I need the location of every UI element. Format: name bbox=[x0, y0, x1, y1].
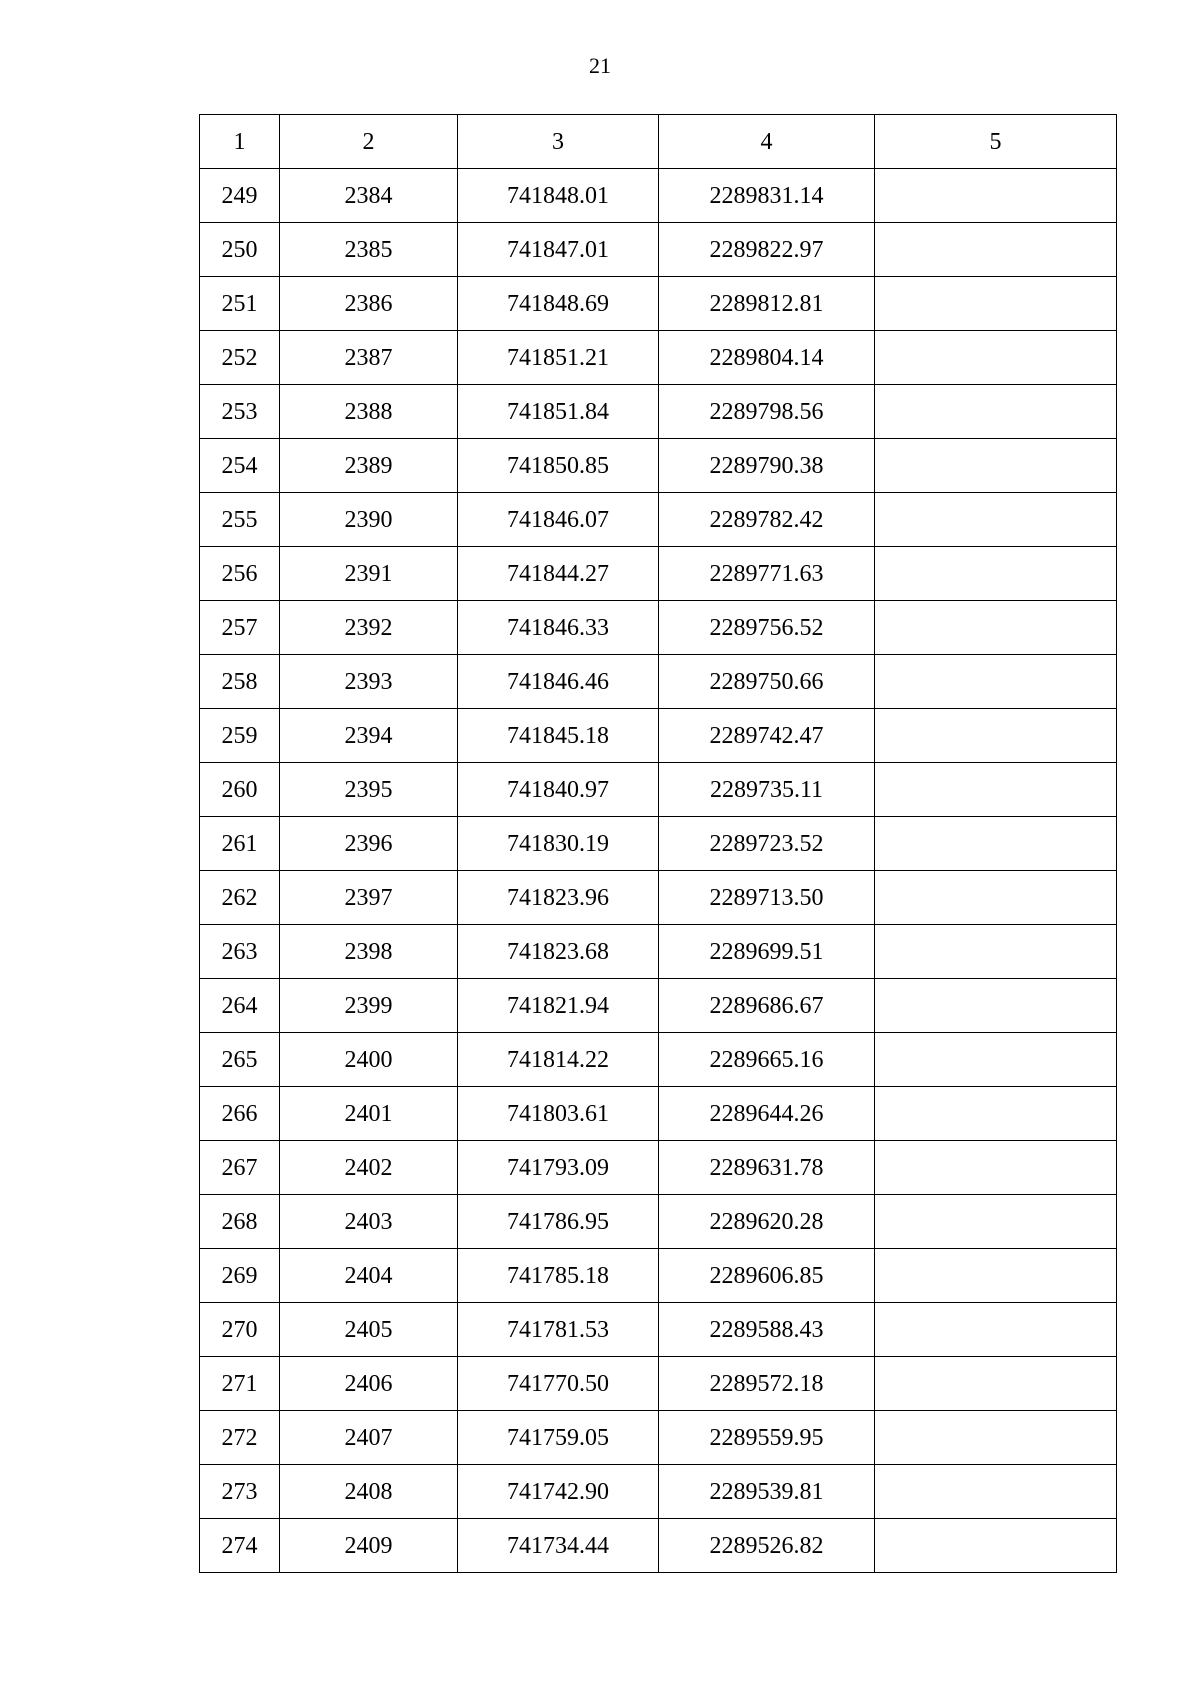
point-id-cell: 2384 bbox=[280, 169, 458, 223]
y-coordinate-cell: 2289588.43 bbox=[659, 1303, 875, 1357]
point-id-cell: 2389 bbox=[280, 439, 458, 493]
note-cell bbox=[875, 709, 1117, 763]
header-row bbox=[200, 115, 1117, 169]
x-coordinate-cell: 741848.69 bbox=[458, 277, 659, 331]
table-row bbox=[200, 709, 1117, 763]
x-coordinate-cell: 741786.95 bbox=[458, 1195, 659, 1249]
row-number-cell: 261 bbox=[200, 817, 280, 871]
y-coordinate-cell: 2289798.56 bbox=[659, 385, 875, 439]
column-header-1: 1 bbox=[200, 115, 280, 169]
y-coordinate-cell: 2289665.16 bbox=[659, 1033, 875, 1087]
x-coordinate-cell: 741793.09 bbox=[458, 1141, 659, 1195]
row-number-cell: 259 bbox=[200, 709, 280, 763]
row-number-cell: 271 bbox=[200, 1357, 280, 1411]
row-number-cell: 249 bbox=[200, 169, 280, 223]
y-coordinate-cell: 2289804.14 bbox=[659, 331, 875, 385]
y-coordinate-cell: 2289631.78 bbox=[659, 1141, 875, 1195]
table-row bbox=[200, 385, 1117, 439]
x-coordinate-cell: 741847.01 bbox=[458, 223, 659, 277]
y-coordinate-cell: 2289699.51 bbox=[659, 925, 875, 979]
table-row bbox=[200, 1303, 1117, 1357]
table-row bbox=[200, 439, 1117, 493]
y-coordinate-cell: 2289539.81 bbox=[659, 1465, 875, 1519]
table-row bbox=[200, 331, 1117, 385]
row-number-cell: 260 bbox=[200, 763, 280, 817]
x-coordinate-cell: 741845.18 bbox=[458, 709, 659, 763]
x-coordinate-cell: 741781.53 bbox=[458, 1303, 659, 1357]
note-cell bbox=[875, 1141, 1117, 1195]
point-id-cell: 2387 bbox=[280, 331, 458, 385]
row-number-cell: 267 bbox=[200, 1141, 280, 1195]
y-coordinate-cell: 2289742.47 bbox=[659, 709, 875, 763]
table-row bbox=[200, 547, 1117, 601]
x-coordinate-cell: 741851.84 bbox=[458, 385, 659, 439]
x-coordinate-cell: 741770.50 bbox=[458, 1357, 659, 1411]
y-coordinate-cell: 2289620.28 bbox=[659, 1195, 875, 1249]
x-coordinate-cell: 741814.22 bbox=[458, 1033, 659, 1087]
point-id-cell: 2388 bbox=[280, 385, 458, 439]
note-cell bbox=[875, 1465, 1117, 1519]
table-row bbox=[200, 223, 1117, 277]
column-header-5: 5 bbox=[875, 115, 1117, 169]
y-coordinate-cell: 2289723.52 bbox=[659, 817, 875, 871]
note-cell bbox=[875, 169, 1117, 223]
x-coordinate-cell: 741840.97 bbox=[458, 763, 659, 817]
note-cell bbox=[875, 223, 1117, 277]
note-cell bbox=[875, 1303, 1117, 1357]
point-id-cell: 2400 bbox=[280, 1033, 458, 1087]
table-row bbox=[200, 1195, 1117, 1249]
row-number-cell: 264 bbox=[200, 979, 280, 1033]
note-cell bbox=[875, 331, 1117, 385]
table-row bbox=[200, 1087, 1117, 1141]
x-coordinate-cell: 741759.05 bbox=[458, 1411, 659, 1465]
note-cell bbox=[875, 547, 1117, 601]
row-number-cell: 273 bbox=[200, 1465, 280, 1519]
note-cell bbox=[875, 655, 1117, 709]
point-id-cell: 2403 bbox=[280, 1195, 458, 1249]
point-id-cell: 2390 bbox=[280, 493, 458, 547]
row-number-cell: 256 bbox=[200, 547, 280, 601]
x-coordinate-cell: 741844.27 bbox=[458, 547, 659, 601]
table-row bbox=[200, 277, 1117, 331]
x-coordinate-cell: 741848.01 bbox=[458, 169, 659, 223]
point-id-cell: 2391 bbox=[280, 547, 458, 601]
row-number-cell: 270 bbox=[200, 1303, 280, 1357]
y-coordinate-cell: 2289644.26 bbox=[659, 1087, 875, 1141]
y-coordinate-cell: 2289782.42 bbox=[659, 493, 875, 547]
row-number-cell: 268 bbox=[200, 1195, 280, 1249]
x-coordinate-cell: 741734.44 bbox=[458, 1519, 659, 1573]
point-id-cell: 2399 bbox=[280, 979, 458, 1033]
x-coordinate-cell: 741742.90 bbox=[458, 1465, 659, 1519]
note-cell bbox=[875, 1033, 1117, 1087]
point-id-cell: 2396 bbox=[280, 817, 458, 871]
point-id-cell: 2409 bbox=[280, 1519, 458, 1573]
y-coordinate-cell: 2289790.38 bbox=[659, 439, 875, 493]
point-id-cell: 2404 bbox=[280, 1249, 458, 1303]
note-cell bbox=[875, 871, 1117, 925]
row-number-cell: 250 bbox=[200, 223, 280, 277]
row-number-cell: 265 bbox=[200, 1033, 280, 1087]
x-coordinate-cell: 741803.61 bbox=[458, 1087, 659, 1141]
table-row bbox=[200, 1249, 1117, 1303]
table-row bbox=[200, 1033, 1117, 1087]
table-row bbox=[200, 763, 1117, 817]
row-number-cell: 258 bbox=[200, 655, 280, 709]
row-number-cell: 266 bbox=[200, 1087, 280, 1141]
y-coordinate-cell: 2289735.11 bbox=[659, 763, 875, 817]
point-id-cell: 2385 bbox=[280, 223, 458, 277]
note-cell bbox=[875, 1087, 1117, 1141]
note-cell bbox=[875, 1357, 1117, 1411]
row-number-cell: 269 bbox=[200, 1249, 280, 1303]
table-row bbox=[200, 925, 1117, 979]
x-coordinate-cell: 741846.46 bbox=[458, 655, 659, 709]
x-coordinate-cell: 741821.94 bbox=[458, 979, 659, 1033]
point-id-cell: 2401 bbox=[280, 1087, 458, 1141]
x-coordinate-cell: 741846.33 bbox=[458, 601, 659, 655]
x-coordinate-cell: 741850.85 bbox=[458, 439, 659, 493]
x-coordinate-cell: 741830.19 bbox=[458, 817, 659, 871]
y-coordinate-cell: 2289526.82 bbox=[659, 1519, 875, 1573]
table-row bbox=[200, 1411, 1117, 1465]
table-row bbox=[200, 979, 1117, 1033]
table-body bbox=[200, 169, 1117, 1573]
note-cell bbox=[875, 439, 1117, 493]
point-id-cell: 2408 bbox=[280, 1465, 458, 1519]
note-cell bbox=[875, 277, 1117, 331]
row-number-cell: 263 bbox=[200, 925, 280, 979]
row-number-cell: 262 bbox=[200, 871, 280, 925]
note-cell bbox=[875, 979, 1117, 1033]
x-coordinate-cell: 741846.07 bbox=[458, 493, 659, 547]
y-coordinate-cell: 2289606.85 bbox=[659, 1249, 875, 1303]
table-row bbox=[200, 871, 1117, 925]
note-cell bbox=[875, 1249, 1117, 1303]
row-number-cell: 253 bbox=[200, 385, 280, 439]
column-header-2: 2 bbox=[280, 115, 458, 169]
row-number-cell: 252 bbox=[200, 331, 280, 385]
point-id-cell: 2394 bbox=[280, 709, 458, 763]
note-cell bbox=[875, 817, 1117, 871]
y-coordinate-cell: 2289572.18 bbox=[659, 1357, 875, 1411]
y-coordinate-cell: 2289559.95 bbox=[659, 1411, 875, 1465]
note-cell bbox=[875, 385, 1117, 439]
table-row bbox=[200, 655, 1117, 709]
x-coordinate-cell: 741785.18 bbox=[458, 1249, 659, 1303]
table-row bbox=[200, 1357, 1117, 1411]
note-cell bbox=[875, 493, 1117, 547]
note-cell bbox=[875, 1411, 1117, 1465]
column-header-3: 3 bbox=[458, 115, 659, 169]
point-id-cell: 2398 bbox=[280, 925, 458, 979]
row-number-cell: 251 bbox=[200, 277, 280, 331]
y-coordinate-cell: 2289713.50 bbox=[659, 871, 875, 925]
column-header-4: 4 bbox=[659, 115, 875, 169]
table-row bbox=[200, 601, 1117, 655]
point-id-cell: 2393 bbox=[280, 655, 458, 709]
note-cell bbox=[875, 925, 1117, 979]
table-row bbox=[200, 1465, 1117, 1519]
y-coordinate-cell: 2289822.97 bbox=[659, 223, 875, 277]
y-coordinate-cell: 2289686.67 bbox=[659, 979, 875, 1033]
row-number-cell: 254 bbox=[200, 439, 280, 493]
row-number-cell: 272 bbox=[200, 1411, 280, 1465]
table-row bbox=[200, 1141, 1117, 1195]
x-coordinate-cell: 741851.21 bbox=[458, 331, 659, 385]
y-coordinate-cell: 2289831.14 bbox=[659, 169, 875, 223]
y-coordinate-cell: 2289756.52 bbox=[659, 601, 875, 655]
note-cell bbox=[875, 601, 1117, 655]
point-id-cell: 2386 bbox=[280, 277, 458, 331]
note-cell bbox=[875, 1195, 1117, 1249]
row-number-cell: 255 bbox=[200, 493, 280, 547]
note-cell bbox=[875, 763, 1117, 817]
point-id-cell: 2406 bbox=[280, 1357, 458, 1411]
table-header bbox=[200, 115, 1117, 169]
coordinates-table bbox=[199, 114, 1117, 1573]
x-coordinate-cell: 741823.68 bbox=[458, 925, 659, 979]
y-coordinate-cell: 2289812.81 bbox=[659, 277, 875, 331]
note-cell bbox=[875, 1519, 1117, 1573]
page-number: 21 bbox=[589, 53, 611, 78]
table-row bbox=[200, 1519, 1117, 1573]
point-id-cell: 2395 bbox=[280, 763, 458, 817]
point-id-cell: 2392 bbox=[280, 601, 458, 655]
y-coordinate-cell: 2289771.63 bbox=[659, 547, 875, 601]
table-row bbox=[200, 817, 1117, 871]
table-row bbox=[200, 169, 1117, 223]
point-id-cell: 2405 bbox=[280, 1303, 458, 1357]
y-coordinate-cell: 2289750.66 bbox=[659, 655, 875, 709]
table-row bbox=[200, 493, 1117, 547]
x-coordinate-cell: 741823.96 bbox=[458, 871, 659, 925]
point-id-cell: 2407 bbox=[280, 1411, 458, 1465]
row-number-cell: 257 bbox=[200, 601, 280, 655]
point-id-cell: 2402 bbox=[280, 1141, 458, 1195]
point-id-cell: 2397 bbox=[280, 871, 458, 925]
row-number-cell: 274 bbox=[200, 1519, 280, 1573]
